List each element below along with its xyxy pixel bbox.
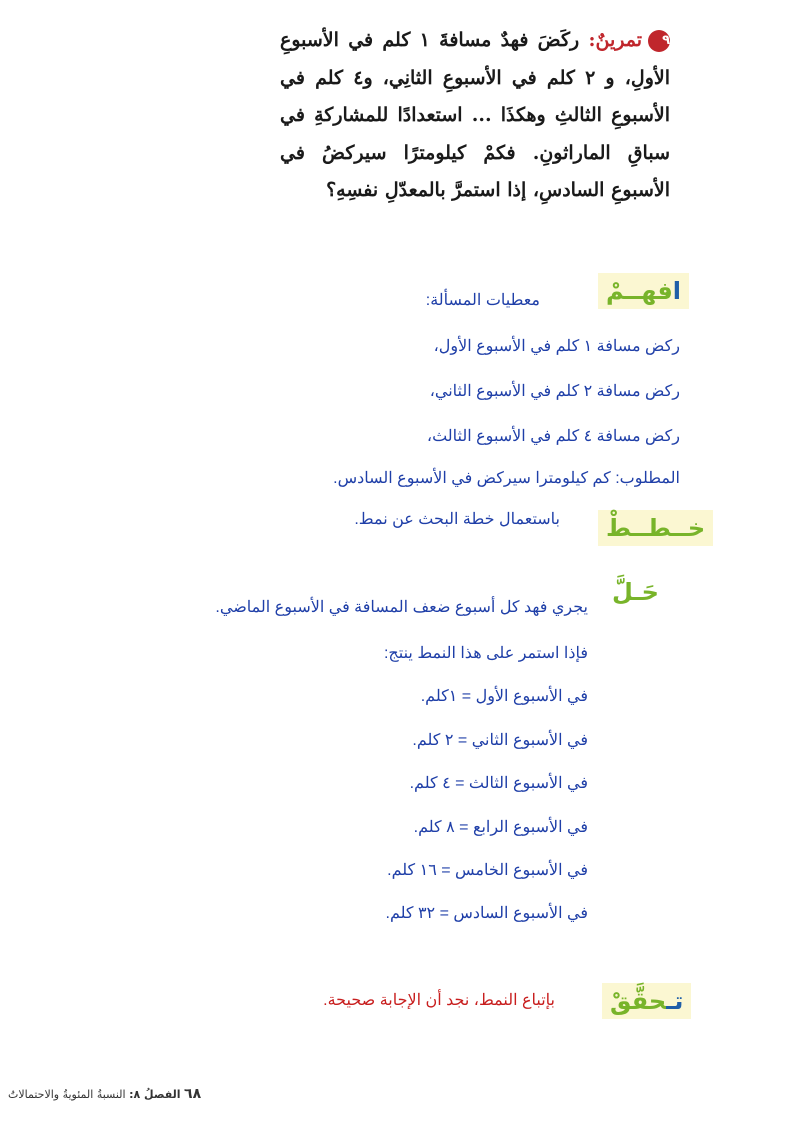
week-line-5: في الأسبوع الخامس = ١٦ كلم. [387,862,588,879]
solve-intro: يجري فهد كل أسبوع ضعف المسافة في الأسبوع الماضي. [215,599,588,616]
plan-badge-part-3: ـطْ [606,514,640,542]
check-badge-word: حقَّقْ [610,987,667,1015]
understand-badge [598,273,689,309]
plan-badge-part-1: خـ [679,514,706,542]
page-number: ٦٨ [184,1086,202,1102]
given-line-1: ركض مسافة ١ كلم في الأسبوع الأول، [433,338,680,355]
exercise-text: ركَضَ فهدٌ مسافةَ ١ كلم في الأسبوعِ الأولِ، و ٢ كلم في الأسبوعِ الثانِي، و٤ كلم في الأسبوعِ الثالثِ وهكذَا ... استعدادًا للمشاركةِ في سباقِ الماراثونِ. فكمْ كيلومترًا سيركضُ في الأسبوعِ السادسِ، إذا استمرَّ بالمعدّلِ نفسِهِ؟ [280,29,670,201]
given-line-3: ركض مسافة ٤ كلم في الأسبوع الثالث، [426,428,680,445]
week-line-3: في الأسبوع الثالث = ٤ كلم. [409,775,588,792]
required-line: المطلوب: كم كيلومترا سيركض في الأسبوع السادس. [333,470,680,487]
check-badge-mark: تـ [666,987,684,1015]
week-line-1: في الأسبوع الأول = ١كلم. [420,688,588,705]
understand-badge-mark: ا [672,277,682,305]
check-text: بإتباع النمط، نجد أن الإجابة صحيحة. [323,992,555,1009]
solve-badge-word: حَـلَّ [612,578,659,606]
exercise-number: ٩ [648,30,670,52]
plan-badge [598,510,713,546]
chapter-label: الفصلُ ٨: [129,1088,181,1101]
givens-title: معطيات المسألة: [425,292,540,309]
check-badge [602,983,691,1019]
exercise-label: تمرينٌ: [588,29,642,51]
plan-text: باستعمال خطة البحث عن نمط. [354,511,560,528]
understand-badge-word: فهــمْ [606,277,673,305]
week-line-2: في الأسبوع الثاني = ٢ كلم. [412,732,588,749]
exercise-block [280,22,670,210]
plan-badge-part-2: ـطـ [639,514,680,542]
chapter-title: النسبةُ المئويةُ والاحتمالاتُ [8,1088,126,1101]
given-line-2: ركض مسافة ٢ كلم في الأسبوع الثاني، [429,383,680,400]
page-footer [8,1086,211,1102]
week-line-6: في الأسبوع السادس = ٣٢ كلم. [385,905,588,922]
solve-continue: فإذا استمر على هذا النمط ينتج: [383,645,588,662]
solve-badge [604,574,667,610]
week-line-4: في الأسبوع الرابع = ٨ كلم. [413,819,588,836]
